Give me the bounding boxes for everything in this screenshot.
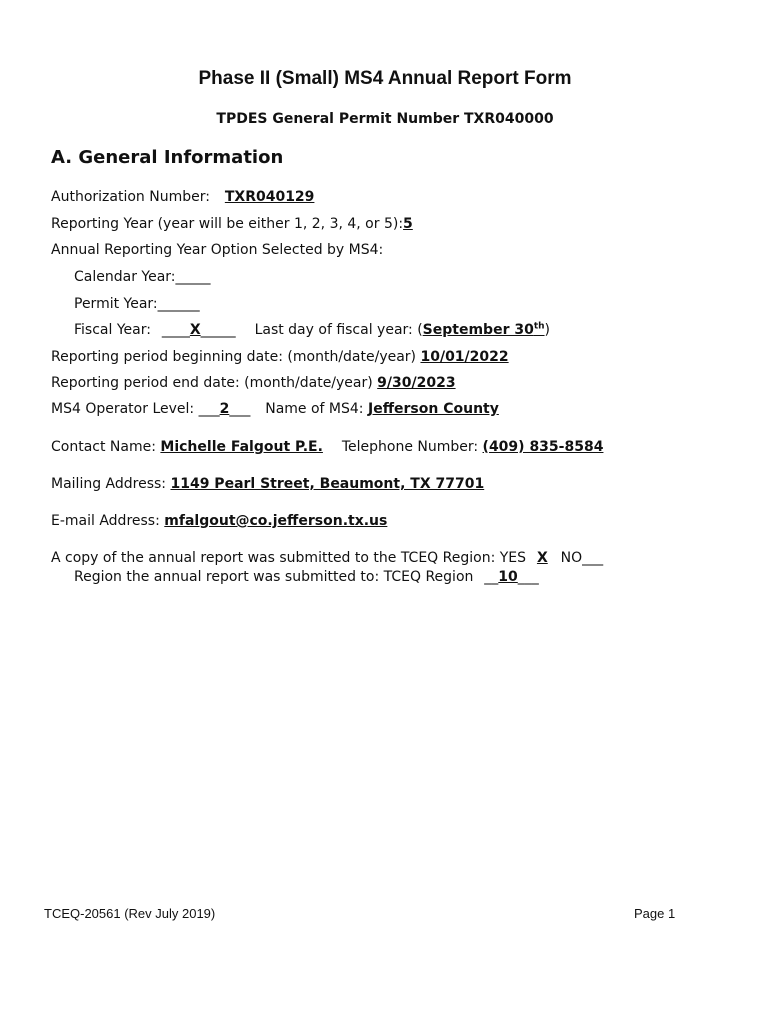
end-date-value: 9/30/2023: [377, 375, 456, 391]
form-title: Phase II (Small) MS4 Annual Report Form: [198, 68, 572, 89]
copy-submitted-row: [51, 549, 603, 567]
begin-date-label: Reporting period beginning date: (month/date/year): [51, 349, 417, 365]
begin-date-row: [51, 348, 509, 366]
authorization-value: TXR040129: [224, 189, 315, 205]
email-row: [51, 512, 387, 530]
begin-date-value: 10/01/2022: [420, 349, 509, 365]
permit-subtitle: TPDES General Permit Number TXR040000: [216, 111, 554, 127]
mailing-value: 1149 Pearl Street, Beaumont, TX 77701: [170, 476, 485, 492]
fiscal-year-row: [74, 321, 550, 339]
copy-submitted-yes-value: X: [536, 550, 548, 566]
calendar-year-blank: _____: [175, 269, 211, 285]
reporting-year-row: [51, 215, 413, 233]
end-date-row: [51, 374, 456, 392]
form-id-footer: TCEQ-20561 (Rev July 2019): [44, 906, 216, 921]
last-day-date: September 30: [422, 322, 534, 338]
copy-submitted-label: A copy of the annual report was submitted to the TCEQ Region: YES: [51, 550, 527, 566]
last-day-close: ): [544, 322, 551, 338]
reporting-year-label: Reporting Year (year will be either 1, 2, 3, 4, or 5):: [51, 216, 404, 232]
fiscal-year-label: Fiscal Year:: [74, 322, 151, 338]
mailing-row: [51, 475, 484, 493]
contact-value: Michelle Falgout P.E.: [160, 439, 323, 455]
contact-label: Contact Name:: [51, 439, 156, 455]
end-date-label: Reporting period end date: (month/date/year): [51, 375, 373, 391]
permit-year-row: [74, 295, 200, 313]
authorization-label: Authorization Number:: [51, 189, 210, 205]
fiscal-year-value: X: [189, 322, 201, 338]
phone-value: (409) 835-8584: [482, 439, 604, 455]
mailing-label: Mailing Address:: [51, 476, 167, 492]
region-label: Region the annual report was submitted to: TCEQ Region: [74, 569, 474, 585]
email-value: mfalgout@co.jefferson.tx.us: [164, 513, 388, 529]
region-value: 10: [498, 569, 518, 585]
region-blank-post: ___: [517, 569, 539, 585]
permit-year-label: Permit Year:: [74, 296, 158, 312]
copy-submitted-no-blank: ___: [582, 550, 604, 566]
last-day-suffix: th: [533, 321, 545, 332]
last-day-value: [423, 322, 545, 338]
email-label: E-mail Address:: [51, 513, 160, 529]
operator-level-row: [51, 400, 499, 418]
contact-row: [51, 438, 603, 456]
region-blank-pre: __: [484, 569, 499, 585]
copy-submitted-no-label: NO: [560, 550, 583, 566]
ms4-name-value: Jefferson County: [367, 401, 499, 417]
authorization-row: [51, 188, 314, 206]
permit-year-blank: ______: [157, 296, 200, 312]
last-day-label: Last day of fiscal year: (: [254, 322, 423, 338]
reporting-year-value: 5: [403, 216, 413, 232]
section-heading: A. General Information: [51, 147, 284, 168]
operator-level-value: 2: [219, 401, 230, 417]
fiscal-year-blank-pre: ____: [161, 322, 190, 338]
option-label: Annual Reporting Year Option Selected by MS4:: [51, 242, 384, 258]
ms4-name-label: Name of MS4:: [265, 401, 364, 417]
operator-level-blank-post: ___: [229, 401, 251, 417]
operator-level-blank-pre: ___: [198, 401, 220, 417]
calendar-year-label: Calendar Year:: [74, 269, 176, 285]
fiscal-year-blank-post: _____: [200, 322, 236, 338]
page-number: Page 1: [634, 906, 676, 921]
phone-label: Telephone Number:: [341, 439, 479, 455]
region-row: [74, 568, 539, 586]
operator-level-label: MS4 Operator Level:: [51, 401, 195, 417]
calendar-year-row: [74, 268, 211, 286]
